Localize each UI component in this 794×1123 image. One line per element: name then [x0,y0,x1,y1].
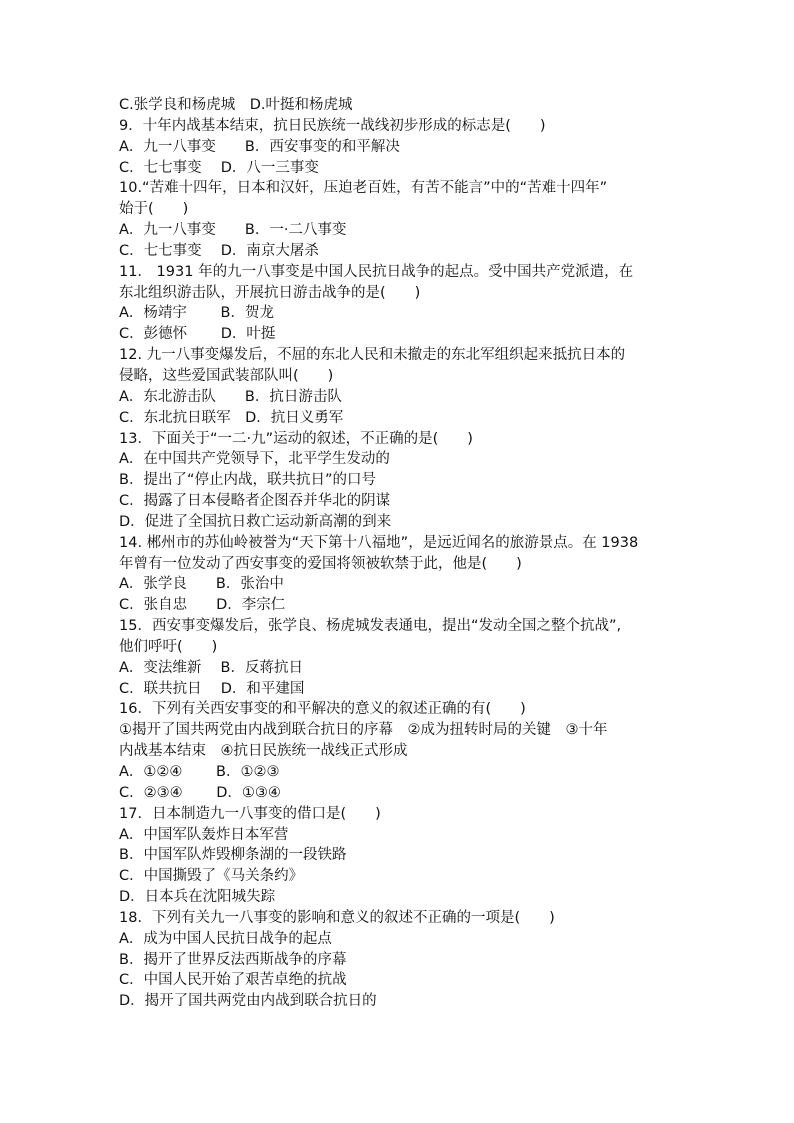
question-16: 16．下列有关西安事变的和平解决的意义的叙述正确的有( ) [119,701,526,718]
question-17-option-b: B．中国军队炸毁柳条湖的一段铁路 [119,847,347,864]
question-9: 9．十年内战基本结束，抗日民族统一战线初步形成的标志是( ) [119,117,546,134]
question-18-option-a: A．成为中国人民抗日战争的起点 [119,930,332,947]
question-10-options-ab: A．九一八事变 B．一·二八事变 [119,222,347,239]
question-14-cont: 年曾有一位发动了西安事变的爱国将领被软禁于此，他是( ) [119,555,522,572]
question-14: 14. 郴州市的苏仙岭被誉为“天下第十八福地”，是远近闻名的旅游景点。在 1938 [119,534,639,551]
question-11-options-cd: C．彭德怀 D．叶挺 [119,326,276,343]
question-11-options-ab: A．杨靖宇 B．贺龙 [119,305,274,322]
question-15-options-cd: C．联共抗日 D．和平建国 [119,680,305,697]
question-16-options-cd: C．②③④ D．①③④ [119,784,281,801]
question-13-option-c: C．揭露了日本侵略者企图吞并华北的阴谋 [119,493,391,510]
question-16-statements-cont: 内战基本结束 ④抗日民族统一战线正式形成 [119,743,408,760]
question-11: 11． 1931 年的九一八事变是中国人民抗日战争的起点。受中国共产党派遣，在 [119,263,634,280]
question-13: 13．下面关于“一二·九”运动的叙述，不正确的是( ) [119,430,473,447]
question-17-option-c: C．中国撕毁了《马关条约》 [119,868,304,885]
question-14-options-ab: A．张学良 B．张治中 [119,576,284,593]
question-16-statements: ①揭开了国共两党由内战到联合抗日的序幕 ②成为扭转时局的关键 ③十年 [119,722,608,739]
question-13-option-a: A．在中国共产党领导下，北平学生发动的 [119,451,390,468]
question-11-cont: 东北组织游击队，开展抗日游击战争的是( ) [119,284,421,301]
question-17: 17．日本制造九一八事变的借口是( ) [119,805,381,822]
question-17-option-d: D．日本兵在沈阳城失踪 [119,889,276,906]
question-15-options-ab: A．变法维新 B．反蒋抗日 [119,659,303,676]
question-15-cont: 他们呼吁( ) [119,638,218,655]
question-18-option-c: C．中国人民开始了艰苦卓绝的抗战 [119,972,347,989]
question-18: 18．下列有关九一八事变的影响和意义的叙述不正确的一项是( ) [119,909,555,926]
question-10: 10.“苦难十四年，日本和汉奸，压迫老百姓，有苦不能言”中的“苦难十四年” [119,180,608,197]
question-10-cont: 始于( ) [119,201,189,218]
question-9-options-cd: C．七七事变 D．八一三事变 [119,159,319,176]
question-12: 12. 九一八事变爆发后，不屈的东北人民和未撤走的东北军组织起来抵抗日本的 [119,347,626,364]
question-12-options-cd: C．东北抗日联军 D．抗日义勇军 [119,409,344,426]
question-18-option-b: B．揭开了世界反法西斯战争的序幕 [119,951,347,968]
question-15: 15．西安事变爆发后，张学良、杨虎城发表通电，提出“发动全国之整个抗战”, [119,618,622,635]
answer-options-line: C.张学良和杨虎城 D.叶挺和杨虎城 [119,97,353,113]
question-13-option-b: B．提出了“停止内战，联共抗日”的口号 [119,472,376,489]
exam-page [119,95,699,1012]
question-16-options-ab: A．①②④ B．①②③ [119,764,280,780]
question-12-cont: 侵略，这些爱国武装部队叫( ) [119,367,334,384]
question-10-options-cd: C．七七事变 D．南京大屠杀 [119,242,319,259]
question-13-option-d: D．促进了全国抗日救亡运动新高潮的到来 [119,513,392,530]
question-9-options-ab: A．九一八事变 B．西安事变的和平解决 [119,138,400,155]
question-18-option-d: D．揭开了国共两党由内战到联合抗日的 [119,993,377,1010]
question-17-option-a: A．中国军队轰炸日本军营 [119,826,289,843]
question-14-options-cd: C．张自忠 D．李宗仁 [119,597,286,614]
question-12-options-ab: A．东北游击队 B．抗日游击队 [119,388,342,405]
